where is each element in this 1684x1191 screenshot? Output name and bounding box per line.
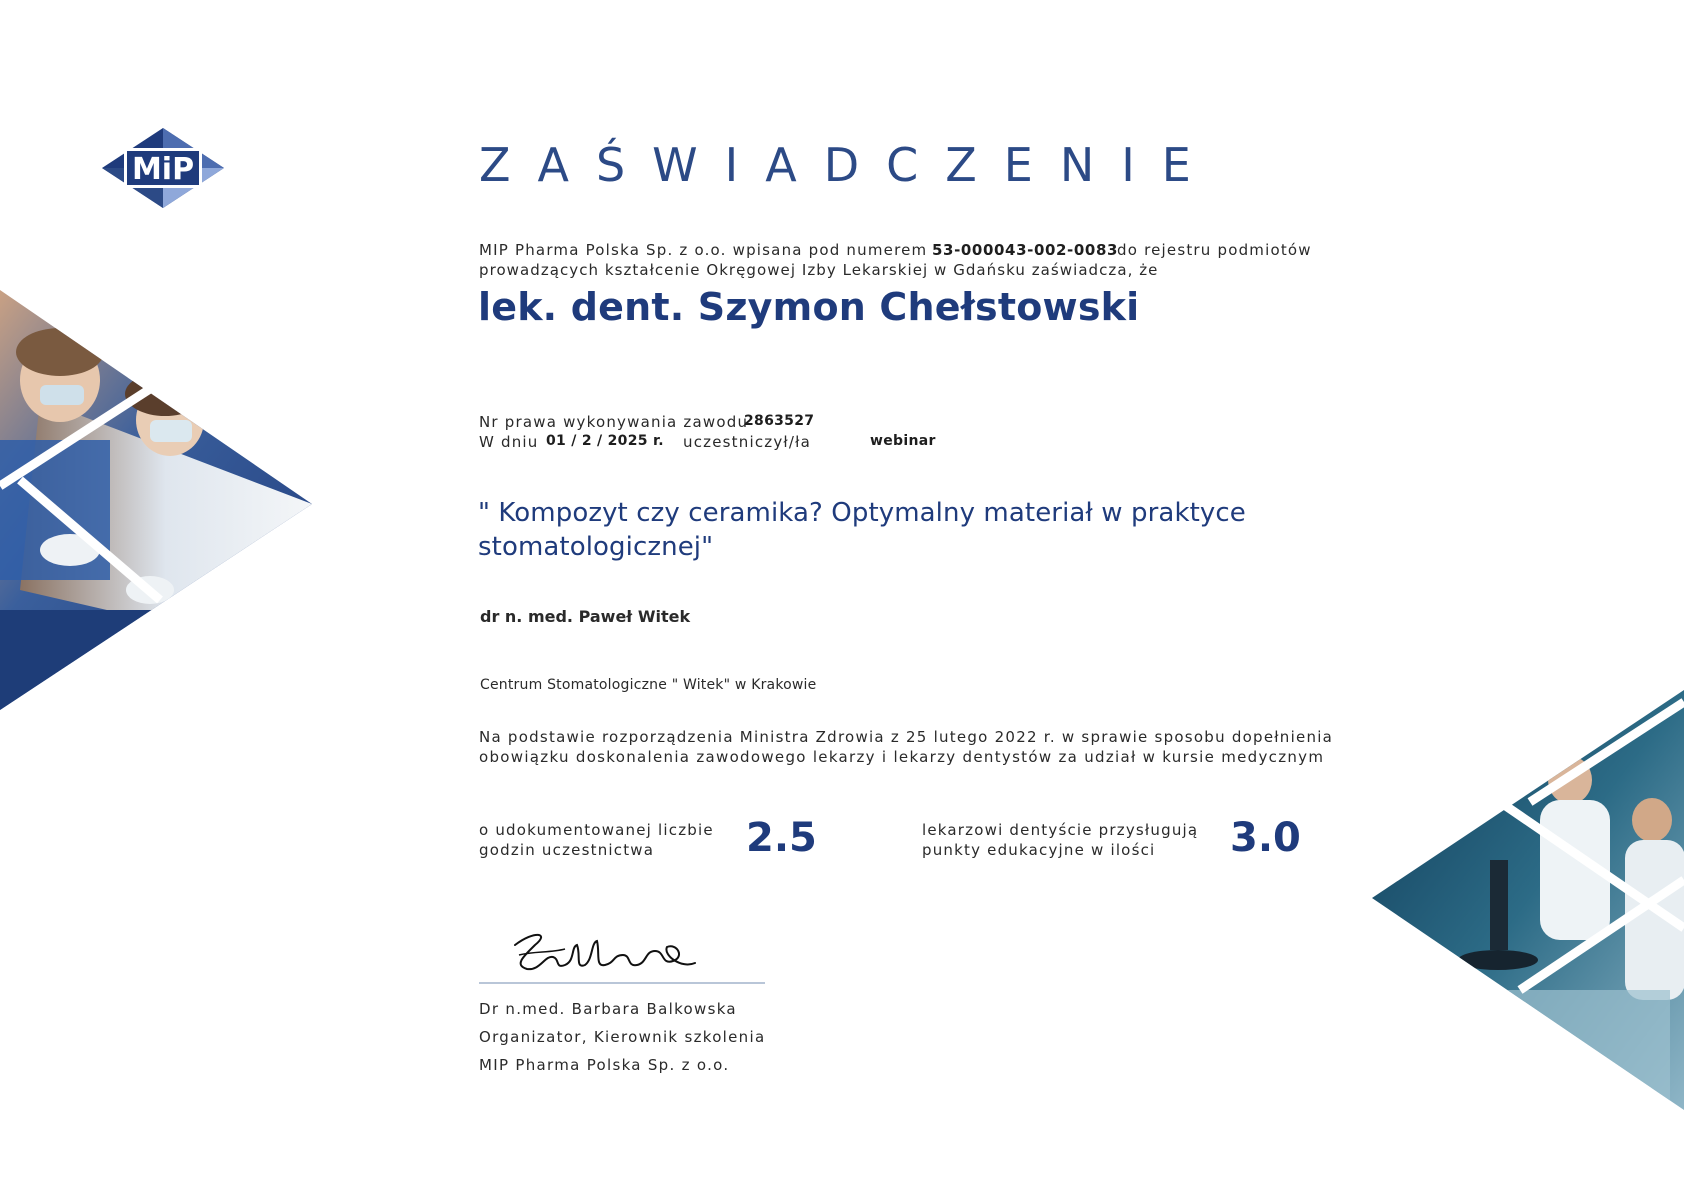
- venue: Centrum Stomatologiczne " Witek" w Krakowie: [480, 677, 817, 693]
- points-value: 3.0: [1230, 815, 1301, 861]
- date-label: W dniu: [479, 433, 539, 451]
- signature-line: [479, 982, 765, 984]
- hours-label-line1: o udokumentowanej liczbie: [479, 821, 714, 839]
- laboratory-photo-right: [1370, 690, 1684, 1110]
- attendance-date: 01 / 2 / 2025 r.: [546, 433, 664, 449]
- certificate-title: ZAŚWIADCZENIE: [479, 138, 1218, 192]
- signature-icon: [505, 925, 705, 980]
- lecturer-name: dr n. med. Paweł Witek: [480, 607, 691, 626]
- intro-line1-pre: MIP Pharma Polska Sp. z o.o. wpisana pod numerem: [479, 241, 928, 259]
- logo-text: MiP: [131, 152, 195, 187]
- license-label: Nr prawa wykonywania zawodu: [479, 413, 749, 431]
- signatory-role: Organizator, Kierownik szkolenia: [479, 1028, 766, 1046]
- dentist-photo-left: [0, 290, 320, 710]
- attendance-form: webinar: [870, 433, 936, 449]
- intro-line2: prowadzących kształcenie Okręgowej Izby Lekarskiej w Gdańsku zaświadcza, że: [479, 261, 1159, 279]
- participated-label: uczestniczył/ła: [683, 433, 811, 451]
- course-title: " Kompozyt czy ceramika? Optymalny materiał w praktyce stomatologicznej": [478, 498, 1246, 562]
- intro-line1-post: do rejestru podmiotów: [1117, 241, 1312, 259]
- mip-logo-icon: [100, 126, 226, 210]
- hours-label-line2: godzin uczestnictwa: [479, 841, 655, 859]
- hours-value: 2.5: [746, 815, 817, 861]
- legal-basis-line2: obowiązku doskonalenia zawodowego lekarzy i lekarzy dentystów za udział w kursie medycznym: [479, 748, 1325, 766]
- legal-basis-line1: Na podstawie rozporządzenia Ministra Zdrowia z 25 lutego 2022 r. w sprawie sposobu dopełnienia: [479, 728, 1334, 746]
- points-label-line1: lekarzowi dentyście przysługują: [922, 821, 1199, 839]
- recipient-name: lek. dent. Szymon Chełstowski: [478, 285, 1140, 329]
- signatory-org: MIP Pharma Polska Sp. z o.o.: [479, 1056, 730, 1074]
- license-number: 2863527: [744, 413, 815, 429]
- points-label-line2: punkty edukacyjne w ilości: [922, 841, 1156, 859]
- signatory-name: Dr n.med. Barbara Balkowska: [479, 1000, 737, 1018]
- registry-number: 53-000043-002-0083: [932, 241, 1119, 259]
